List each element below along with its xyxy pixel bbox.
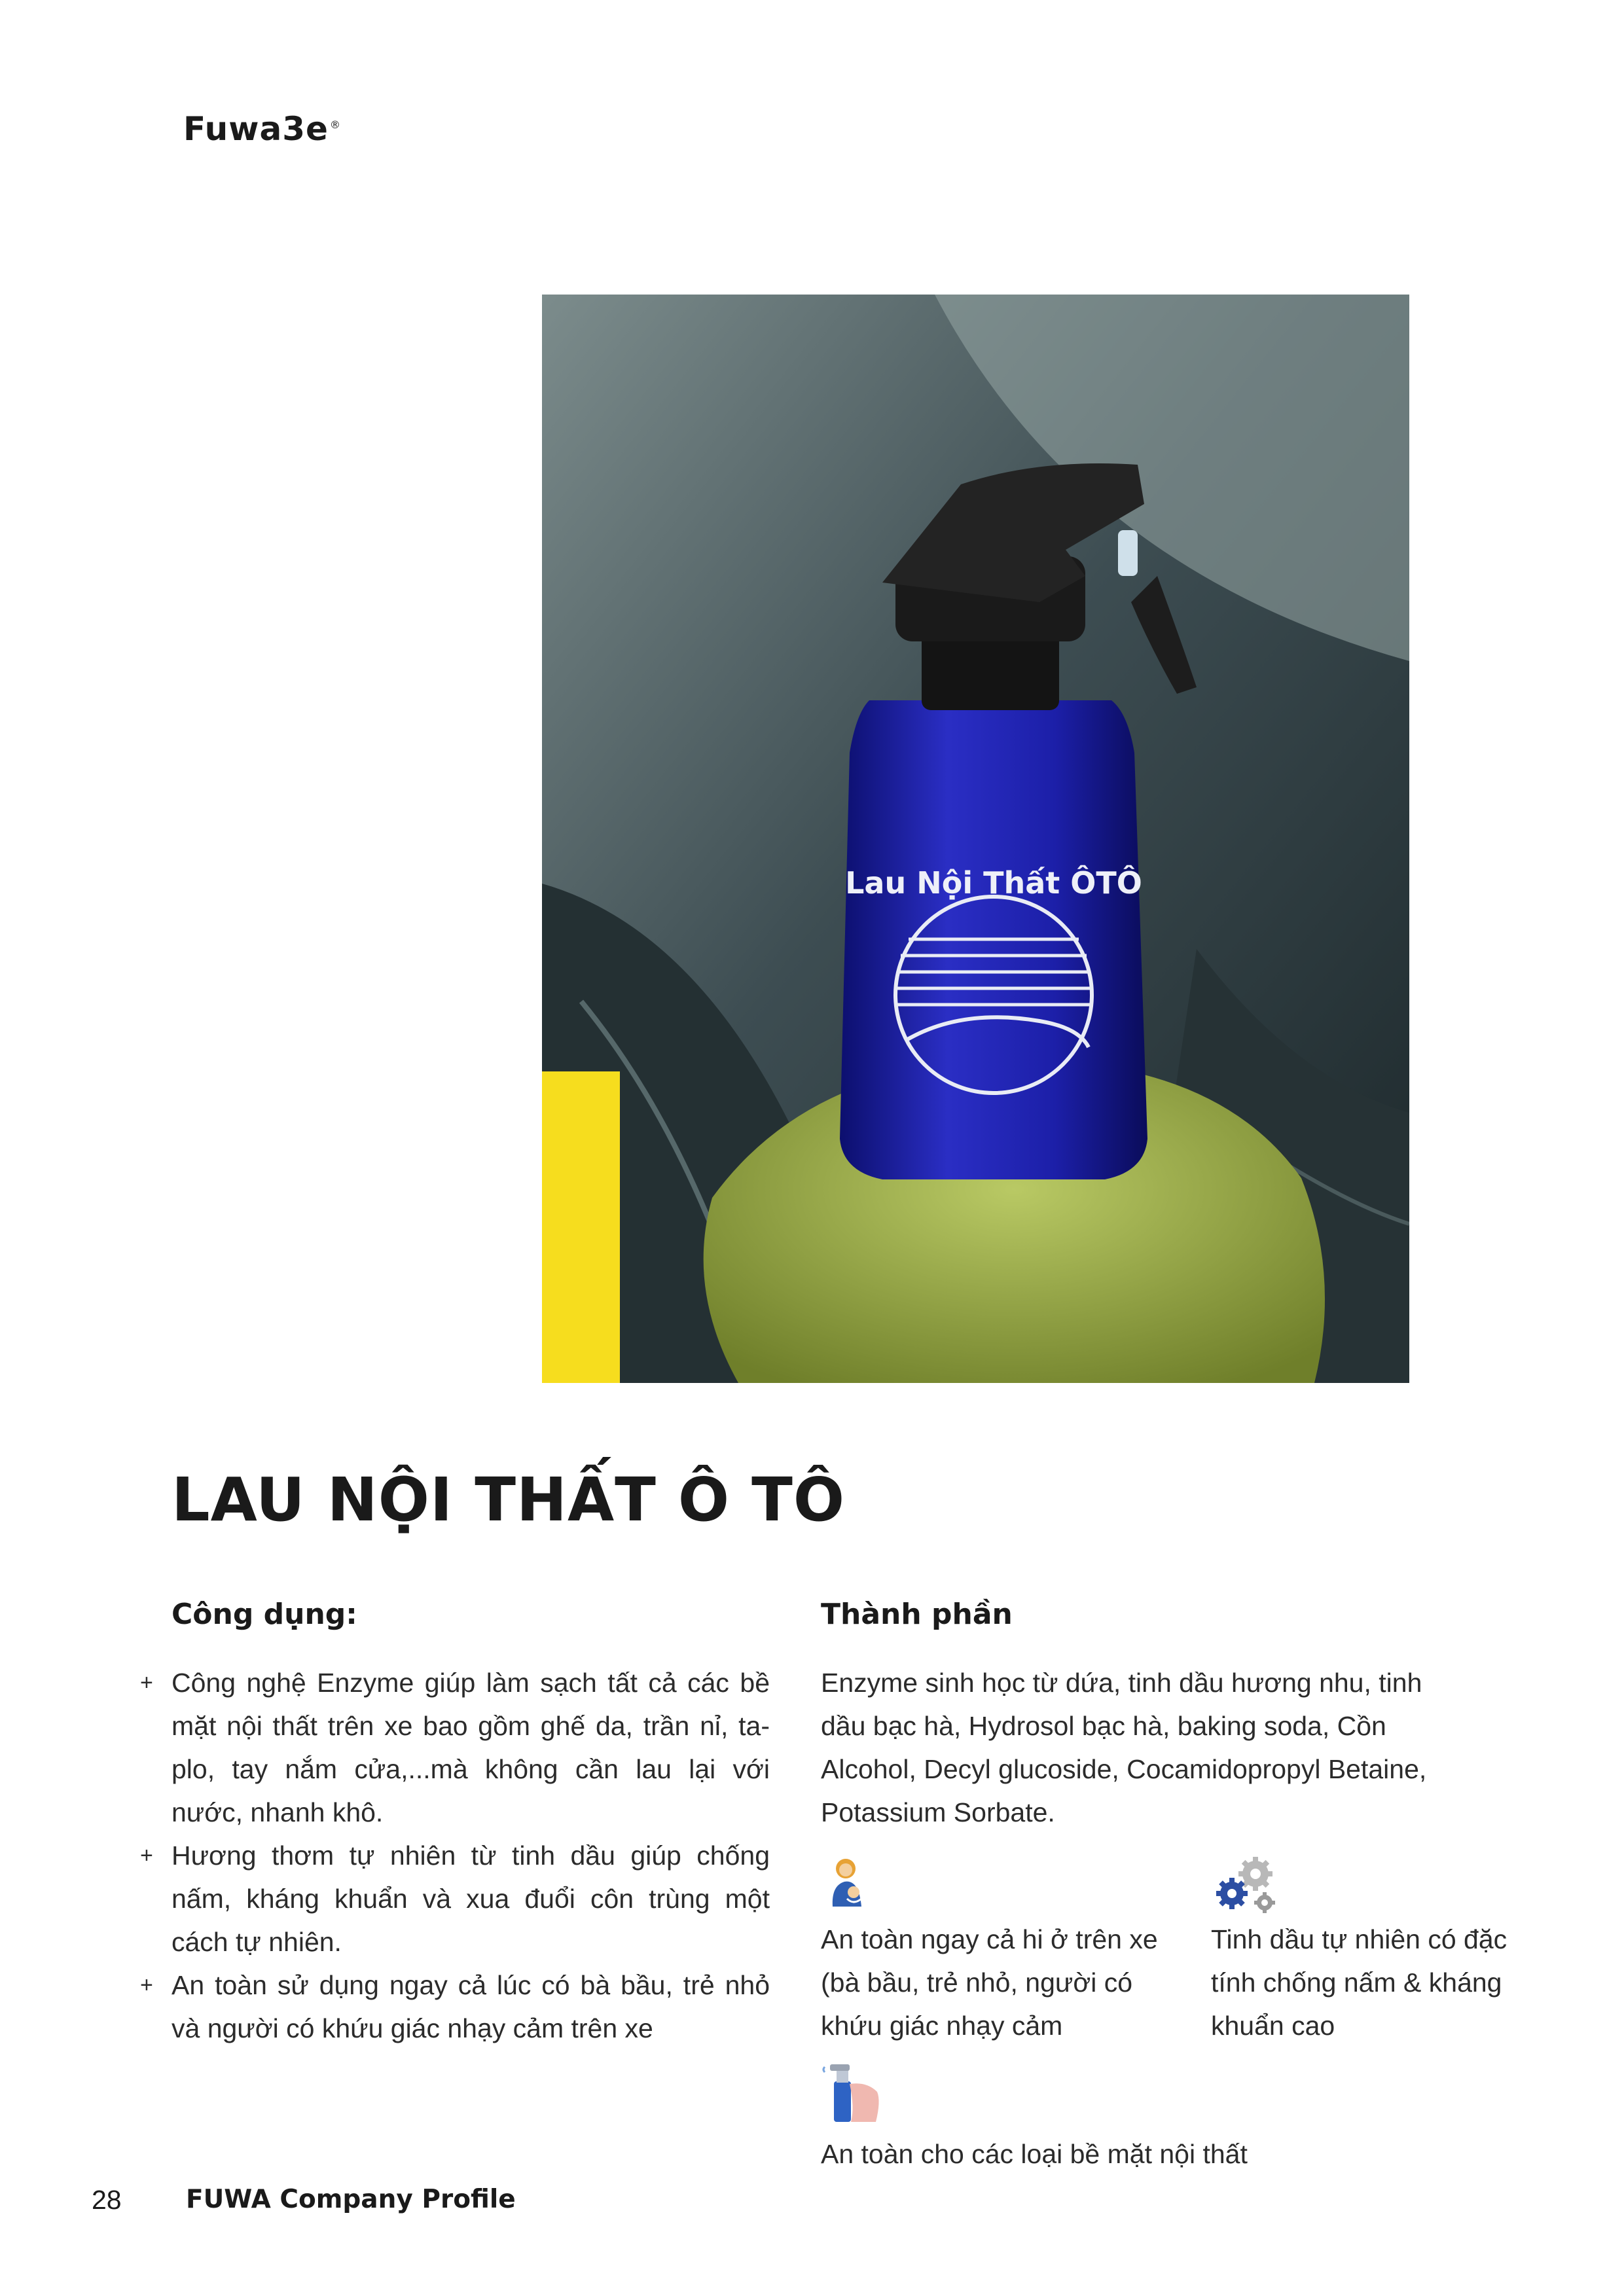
gears-icon (1211, 1856, 1283, 1918)
list-item (140, 1661, 770, 1834)
product-photo (542, 295, 1409, 1383)
feature-text: Tinh dầu tự nhiên có đặc tính chống nấm & kháng khuẩn cao (1211, 1924, 1507, 2041)
list-item (140, 1964, 770, 2050)
feature-text: An toàn ngay cả hi ở trên xe (bà bầu, trẻ nhỏ, người có khứu giác nhạy cảm (821, 1924, 1158, 2041)
usage-text: Hương thơm tự nhiên từ tinh dầu giúp chống nấm, kháng khuẩn và xua đuổi côn trùng một cách tự nhiên. (171, 1840, 770, 1957)
page-title: LAU NỘI THẤT Ô TÔ (171, 1465, 846, 1535)
usage-text: Công nghệ Enzyme giúp làm sạch tất cả các bề mặt nội thất trên xe bao gồm ghế da, trần nỉ, ta-plo, tay nắm cửa,...mà không cần lau lại với nước, nhanh khô. (171, 1668, 770, 1827)
spray-bottle-photo-icon (542, 295, 1409, 1383)
usage-text: An toàn sử dụng ngay cả lúc có bà bầu, trẻ nhỏ và người có khứu giác nhạy cảm trên xe (171, 1970, 770, 2043)
logo-text: Fuwa3e (183, 110, 329, 148)
bottle-label-text: Lau Nội Thất ÔTÔ (845, 865, 1142, 901)
brand-logo (183, 110, 341, 148)
page-number: 28 (92, 2185, 122, 2215)
footer-label: FUWA Company Profile (186, 2185, 516, 2214)
usage-list (140, 1661, 770, 2050)
ingredients-text: Enzyme sinh học từ dứa, tinh dầu hương nhu, tinh dầu bạc hà, Hydrosol bạc hà, baking soda, Cồn Alcohol, Decyl glucoside, Cocamidopropyl Betaine, Potassium Sorbate. (821, 1668, 1427, 1827)
mother-child-icon (821, 1856, 873, 1908)
accent-bar (542, 1071, 620, 1383)
spray-hand-icon (821, 2062, 883, 2127)
ingredients-heading: Thành phần (821, 1598, 1013, 1631)
registered-mark: ® (329, 118, 341, 132)
bullet: + (140, 1670, 153, 1695)
list-item (140, 1834, 770, 1964)
usage-heading: Công dụng: (171, 1598, 357, 1631)
feature-text: An toàn cho các loại bề mặt nội thất (821, 2139, 1248, 2169)
bullet: + (140, 1973, 153, 1998)
bullet: + (140, 1843, 153, 1868)
